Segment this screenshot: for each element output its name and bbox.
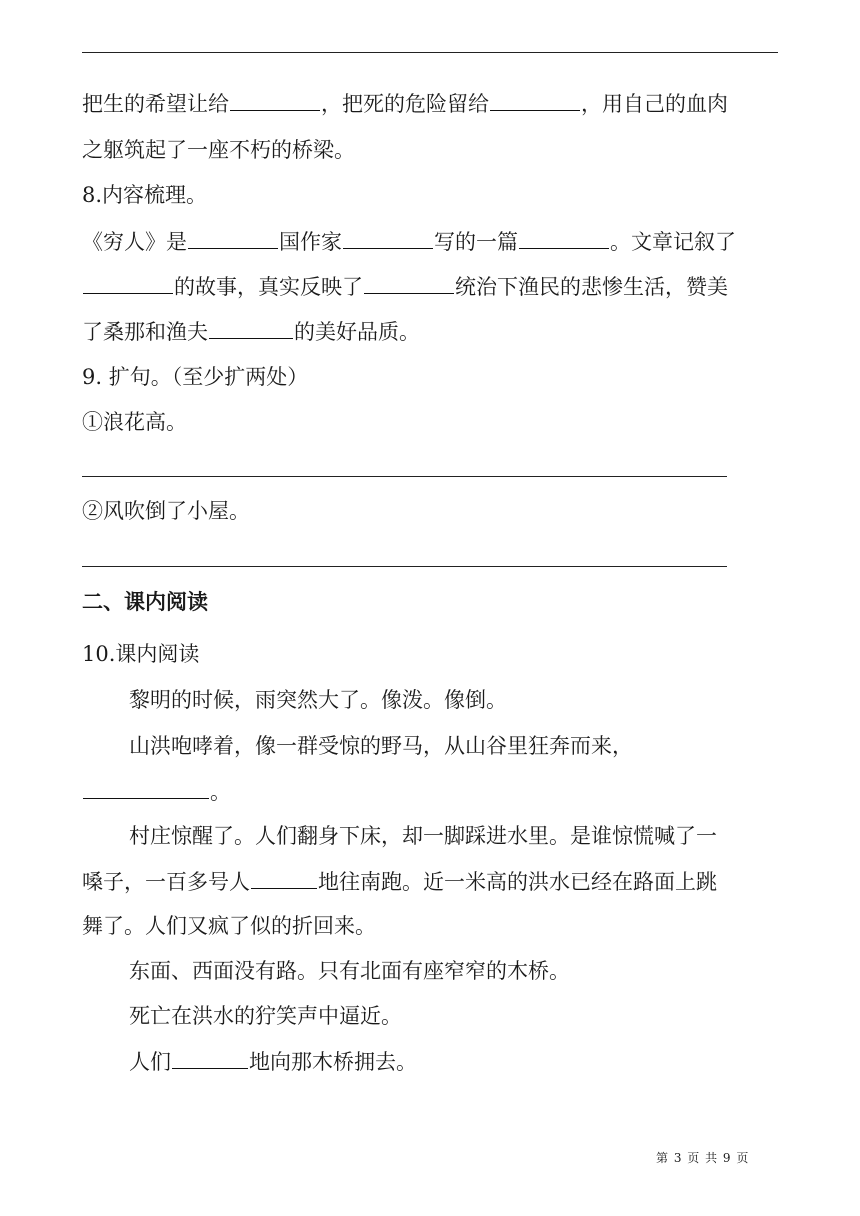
text-segment: 写的一篇 xyxy=(434,230,518,254)
passage-paragraph-2: 山洪咆哮着，像一群受惊的野马，从山谷里狂奔而来， xyxy=(129,734,633,758)
section-2-title: 二、课内阅读 xyxy=(82,589,208,614)
passage-paragraph-4: 东面、西面没有路。只有北面有座窄窄的木桥。 xyxy=(129,959,570,983)
text-segment: 地向那木桥拥去。 xyxy=(249,1050,417,1074)
text-segment: 地往南跑。近一米高的洪水已经在路面上跳 xyxy=(318,870,717,894)
text-line-1 xyxy=(82,88,728,119)
question-9-title: 9. 扩句。（至少扩两处） xyxy=(82,365,309,389)
fill-blank[interactable] xyxy=(364,271,454,294)
text-line-4 xyxy=(82,226,736,257)
text-line-2: 之躯筑起了一座不朽的桥梁。 xyxy=(82,138,355,162)
text-segment: 的美好品质。 xyxy=(294,320,420,344)
fill-blank[interactable] xyxy=(209,316,293,339)
text-line-5 xyxy=(82,271,728,302)
text-segment: 。 xyxy=(210,780,231,804)
text-segment: 了桑那和渔夫 xyxy=(82,320,208,344)
fill-blank[interactable] xyxy=(251,866,317,889)
passage-paragraph-6 xyxy=(129,1046,417,1077)
answer-line-1[interactable] xyxy=(82,476,727,477)
fill-blank[interactable] xyxy=(490,88,580,111)
header-rule xyxy=(82,52,778,53)
text-segment: 嗓子，一百多号人 xyxy=(82,870,250,894)
answer-line-2[interactable] xyxy=(82,566,727,567)
fill-blank[interactable] xyxy=(519,226,609,249)
text-segment: 《穷人》是 xyxy=(82,230,187,254)
passage-paragraph-1: 黎明的时候，雨突然大了。像泼。像倒。 xyxy=(129,688,507,712)
fill-blank[interactable] xyxy=(343,226,433,249)
question-8-title: 8.内容梳理。 xyxy=(82,183,208,207)
page-number: 第 3 页 共 9 页 xyxy=(656,1151,750,1165)
text-segment: 的故事，真实反映了 xyxy=(174,275,363,299)
text-segment: ，用自己的血肉 xyxy=(581,92,728,116)
passage-paragraph-3-line-1: 村庄惊醒了。人们翻身下床，却一脚踩进水里。是谁惊慌喊了一 xyxy=(129,824,717,848)
fill-blank[interactable] xyxy=(83,271,173,294)
passage-paragraph-2-cont xyxy=(82,776,231,807)
text-segment: 把生的希望让给 xyxy=(82,92,229,116)
passage-paragraph-5: 死亡在洪水的狞笑声中逼近。 xyxy=(129,1004,402,1028)
passage-paragraph-3-line-3: 舞了。人们又疯了似的折回来。 xyxy=(82,914,376,938)
passage-paragraph-3-line-2 xyxy=(82,866,717,897)
fill-blank[interactable] xyxy=(83,776,209,799)
question-9-item-1: ①浪花高。 xyxy=(82,410,187,434)
fill-blank[interactable] xyxy=(230,88,320,111)
text-segment: 统治下渔民的悲惨生活，赞美 xyxy=(455,275,728,299)
question-10-title: 10.课内阅读 xyxy=(82,642,200,666)
text-segment: 。文章记叙了 xyxy=(610,230,736,254)
text-line-6 xyxy=(82,316,420,347)
fill-blank[interactable] xyxy=(172,1046,248,1069)
question-9-item-2: ②风吹倒了小屋。 xyxy=(82,499,250,523)
fill-blank[interactable] xyxy=(188,226,278,249)
text-segment: 人们 xyxy=(129,1050,171,1074)
text-segment: 国作家 xyxy=(279,230,342,254)
text-segment: ，把死的危险留给 xyxy=(321,92,489,116)
